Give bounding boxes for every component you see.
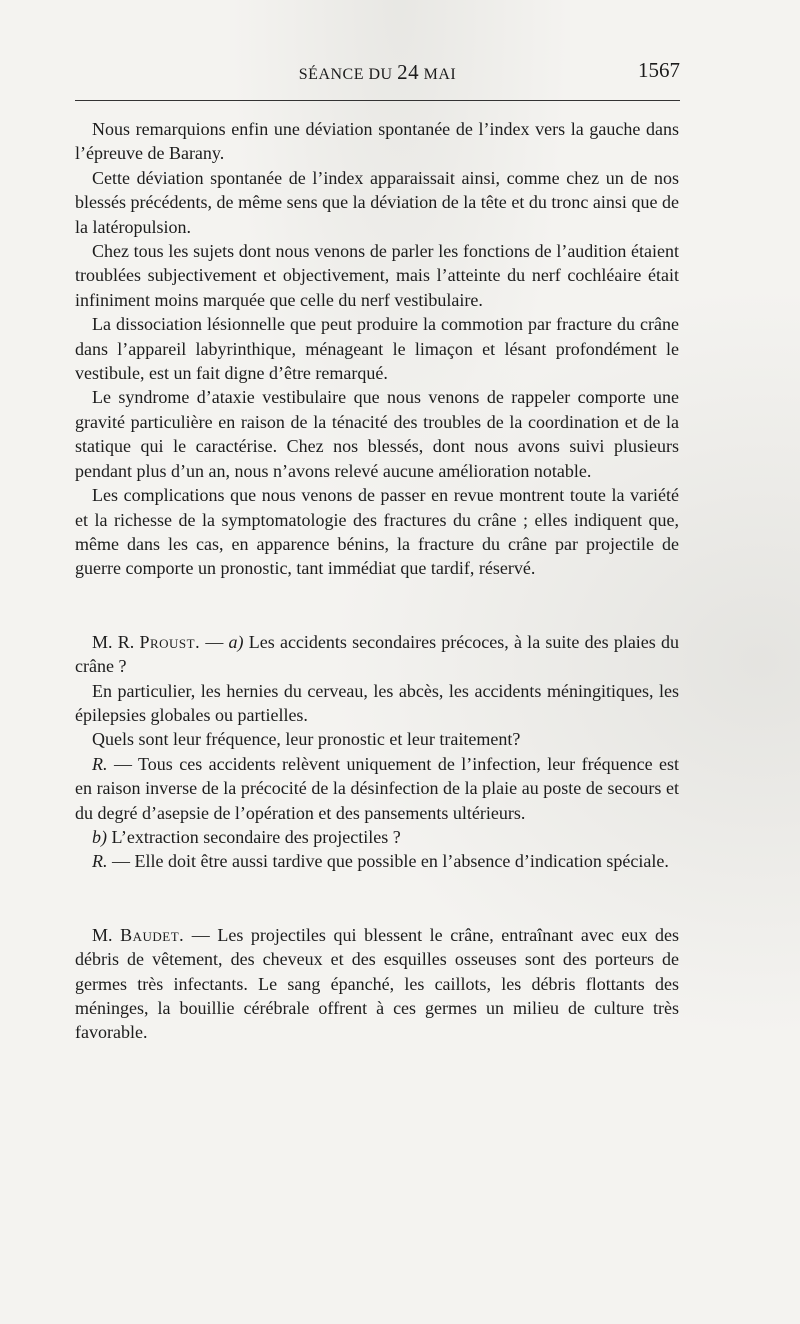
proust-question-b <box>75 825 679 849</box>
page-header <box>75 60 680 90</box>
proust-answer-2 <box>75 849 679 873</box>
paragraph: Cette déviation spontanée de l’index apparaissait ainsi, comme chez un de nos blessés précédents, de même sens que la déviation de la tête et du tronc ainsi que de la latéropulsion. <box>75 167 679 237</box>
running-head <box>75 60 680 85</box>
paragraph: Chez tous les sujets dont nous venons de parler les fonctions de l’audition étaient troublées subjectivement et objectivement, mais l’atteinte du nerf cochléaire était infiniment moins marquée que celle du nerf vestibulaire. <box>75 241 679 310</box>
paragraph: Nous remarquions enfin une déviation spontanée de l’index vers la gauche dans l’épreuve de Barany. <box>75 119 679 164</box>
proust-sub-2: Quels sont leur fréquence, leur pronostic et leur traitement? <box>92 729 521 750</box>
answer-1-text: — Tous ces accidents relèvent uniquement de l’infection, leur fréquence est en raison inverse de la précocité de la désinfection de la plaie au poste de secours et du degré d’asepsie de l’opération et des pansements ultérieurs. <box>75 753 679 823</box>
baudet-paragraph <box>75 923 679 1045</box>
dash: — <box>205 631 224 652</box>
header-rule <box>75 100 680 101</box>
item-label-b: b) <box>92 826 107 847</box>
baudet-text: — Les projectiles qui blessent le crâne, entraînant avec eux des débris de vêtement, des cheveux et des esquilles osseuses sont des porteurs de germes très infectants. Le sang épanché, les caillots, les débris flottants des méninges, la bouillie cérébrale offrent à ces germes un milieu de culture très favorable. <box>75 924 679 1043</box>
proust-answer-1 <box>75 752 679 825</box>
running-head-month: MAI <box>423 66 457 83</box>
running-head-prefix: SÉANCE DU <box>298 66 393 83</box>
item-label-a: a) <box>228 631 244 652</box>
answer-label: R. <box>92 753 108 774</box>
running-head-day: 24 <box>397 60 420 84</box>
paragraph: La dissociation lésionnelle que peut produire la commotion par fracture du crâne dans l’appareil labyrinthique, ménageant le limaçon et lésant profondément le vestibule, est un fait digne d’être remarqué. <box>75 314 679 384</box>
paragraph: Les complications que nous venons de passer en revue montrent toute la variété et la richesse de la symptomatologie des fractures du crâne ; elles indiquent que, même dans les cas, en apparence bénins, la fracture du crâne par projectile de guerre comporte un pronostic, tant immédiat que tardif, réservé. <box>75 485 679 579</box>
proust-question-a <box>75 630 679 679</box>
question-a-text: Les accidents secondaires précoces, à la suite des plaies du crâne ? <box>75 631 680 677</box>
page-number: 1567 <box>638 58 680 82</box>
page-body <box>75 117 679 1045</box>
speaker-title: M. <box>92 924 113 945</box>
speaker-name: Baudet. <box>120 924 185 945</box>
speaker-name: Proust. <box>139 631 201 652</box>
speaker-title: M. R. <box>92 631 135 652</box>
question-b-text: L’extraction secondaire des projectiles ? <box>111 826 401 847</box>
answer-label: R. <box>92 851 108 872</box>
proust-sub-1: En particulier, les hernies du cerveau, les abcès, les accidents méningitiques, les épilepsies globales ou partielles. <box>75 680 679 725</box>
paragraph: Le syndrome d’ataxie vestibulaire que nous venons de rappeler comporte une gravité particulière en raison de la ténacité des troubles de la coordination et de la statique qui le caractérise. Chez nos blessés, dont nous avons suivi plusieurs pendant plus d’un an, nous n’avons relevé aucune amélioration notable. <box>75 387 679 481</box>
answer-2-text: — Elle doit être aussi tardive que possible en l’absence d’indication spéciale. <box>112 851 669 872</box>
